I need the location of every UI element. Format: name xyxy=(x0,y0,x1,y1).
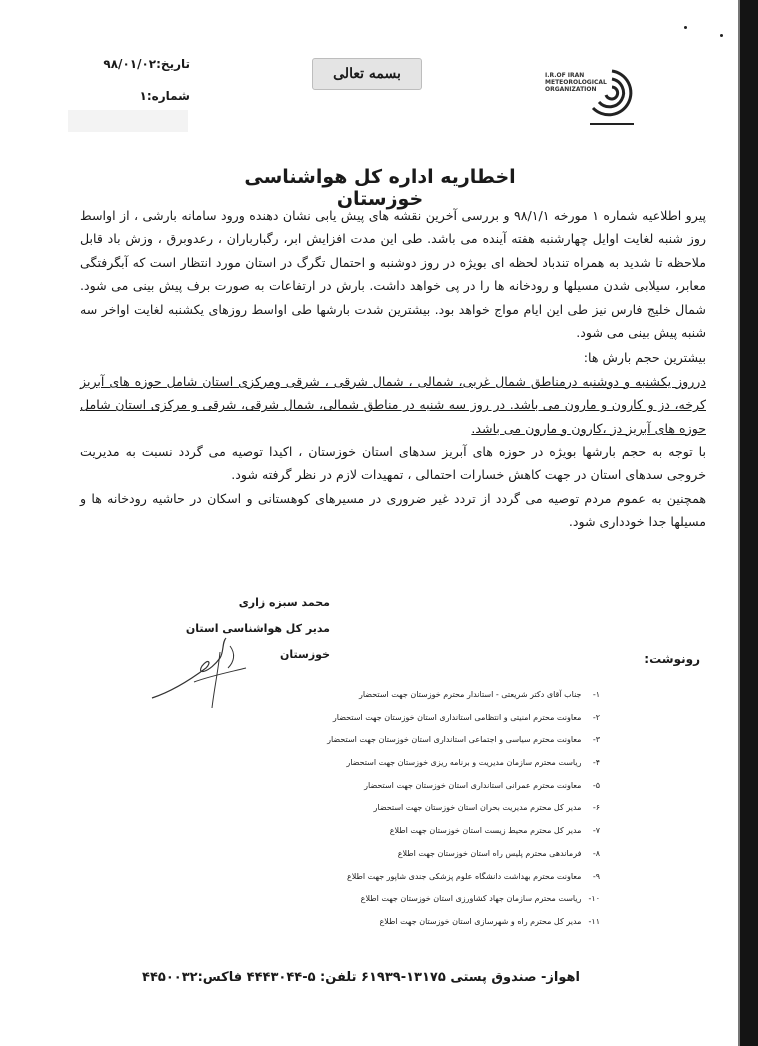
cc-item-text: جناب آقای دکتر شریعتی - استاندار محترم خوزستان جهت استحضار xyxy=(359,690,582,699)
cc-item-number: ۸- xyxy=(592,848,600,858)
body-paragraph: پیرو اطلاعیه شماره ۱ مورخه ۹۸/۱/۱ و بررسی آخرین نقشه های پیش یابی نشان دهنده ورود سامانه بارشی ، از اواسط روز شنبه لغایت اوایل چهارشنبه هفته آینده می باشد. طی این مدت افزایش ابر، رگبارباران ، رعدوبرق ، وزش باد قابل ملاحظه تا شدید به همراه تندباد لحظه ای بویژه در روز دوشنبه و احتمال تگرگ در استان مورد انتظار است که آبگرفتگی معابر، سیلابی شدن مسیلها و رودخانه ها را در پی خواهد داشت. بارش در ارتفاعات به صورت برف پیش بینی می شود. شمال خلیج فارس نیز طی این ایام مواج خواهد بود. بیشترین شدت بارشها طی اواسط روزهای یکشنبه لغایت اواخر سه شنبه پیش بینی می شود. xyxy=(80,208,706,341)
logo-text: I.R.OF IRAN METEOROLOGICAL ORGANIZATION xyxy=(545,72,607,93)
cc-list-item xyxy=(300,729,600,752)
signer-position: مدیر کل هواشناسی استان خوزستان xyxy=(185,622,330,661)
cc-list-item xyxy=(300,707,600,730)
cc-list-item xyxy=(300,911,600,934)
cc-item-number: ۱- xyxy=(592,690,600,699)
bismillah-stamp: بسمه تعالی xyxy=(312,58,422,90)
body-paragraph: با توجه به حجم بارشها بویژه در حوزه های آبریز سدهای استان خوزستان ، اکیدا توصیه می گردد نسبت به مدیریت خروجی سدهای استان در جهت کاهش خسارات احتمالی ، تمهیدات لازم در نظر گرفته شود. xyxy=(80,444,706,483)
body-subheading: بیشترین حجم بارش ها: xyxy=(583,350,706,366)
letter-number: شماره:۱ xyxy=(139,89,190,103)
cc-item-number: ۹- xyxy=(592,871,600,881)
cc-item-text: معاونت محترم بهداشت دانشگاه علوم پزشکی جندی شاپور جهت اطلاع xyxy=(346,871,582,881)
cc-list-item xyxy=(300,866,600,889)
cc-item-number: ۵- xyxy=(592,780,600,790)
logo-emblem-icon xyxy=(587,68,637,130)
scan-edge-line xyxy=(738,0,740,1046)
cc-item-text: مدیر کل محترم محیط زیست استان خوزستان جهت اطلاع xyxy=(389,826,582,836)
scan-speck xyxy=(720,34,723,37)
cc-list-item xyxy=(300,820,600,843)
cc-item-number: ۶- xyxy=(592,803,600,813)
letter-date: تاریخ:۹۸/۰۱/۰۲ xyxy=(103,57,190,71)
body-paragraph: همچنین به عموم مردم توصیه می گردد از تردد غیر ضروری در مسیرهای کوهستانی و اسکان در حاشیه رودخانه ها و مسیلها جدا خودداری شود. xyxy=(80,490,706,530)
footer-contact: اهواز- صندوق پستی ۱۳۱۷۵-۶۱۹۳۹ تلفن: ۵-۴۴۴۳۰۴۴ فاکس:۴۴۵۰۰۳۲ xyxy=(142,970,580,985)
cc-item-text: معاونت محترم سیاسی و اجتماعی استانداری استان خوزستان جهت استحضار xyxy=(327,735,582,745)
signer-name: محمد سبزه زاری xyxy=(238,596,330,609)
cc-item-text: ریاست محترم سازمان جهاد کشاورزی استان خوزستان جهت اطلاع xyxy=(360,894,582,904)
meteorological-organization-logo xyxy=(545,68,637,134)
cc-item-text: ریاست محترم سازمان مدیریت و برنامه ریزی خوزستان جهت استحضار xyxy=(346,758,582,768)
cc-item-text: مدیر کل محترم مدیریت بحران استان خوزستان جهت استحضار xyxy=(373,803,582,813)
cc-item-number: ۴- xyxy=(592,758,600,768)
cc-item-text: مدیر کل محترم راه و شهرسازی استان خوزستان جهت اطلاع xyxy=(379,916,582,926)
document-title: اخطاریه اداره کل هواشناسی خوزستان xyxy=(244,166,516,210)
cc-list-item xyxy=(300,775,600,798)
cc-item-number: ۷- xyxy=(592,826,600,836)
cc-title: رونوشت: xyxy=(644,652,700,666)
cc-list-item xyxy=(300,797,600,820)
cc-item-number: ۱۰- xyxy=(588,894,600,904)
document-body xyxy=(80,204,706,534)
body-paragraph: درروز یکشنبه و دوشنبه درمناطق شمال غربی، شمالی ، شمال شرقی ، شرقی ومرکزی استان شامل حوزه های آبریز کرخه، دز و کارون و مارون می باشد. در روز سه شنبه در مناطق شمالی، شمال شرقی، شرقی و مرکزی استان شامل حوزه های آبریز دز ،کارون و مارون می باشد. xyxy=(80,373,706,436)
cc-item-number: ۲- xyxy=(592,712,600,722)
letter-meta xyxy=(70,48,190,112)
cc-list-item xyxy=(300,888,600,911)
handwritten-signature xyxy=(150,632,260,712)
scan-edge xyxy=(740,0,758,1046)
cc-list-item xyxy=(300,752,600,775)
scan-speck xyxy=(684,26,687,29)
cc-item-text: معاونت محترم عمرانی استانداری استان خوزستان جهت استحضار xyxy=(364,780,582,790)
cc-list-item xyxy=(300,684,600,707)
cc-item-number: ۳- xyxy=(592,735,600,745)
meta-shaded-box xyxy=(68,110,188,132)
cc-item-text: معاونت محترم امنیتی و انتظامی استانداری استان خوزستان جهت استحضار xyxy=(332,712,582,722)
cc-item-number: ۱۱- xyxy=(588,916,600,926)
cc-list-item xyxy=(300,843,600,866)
cc-list xyxy=(300,684,600,934)
cc-item-text: فرماندهی محترم پلیس راه استان خوزستان جهت اطلاع xyxy=(397,848,582,858)
